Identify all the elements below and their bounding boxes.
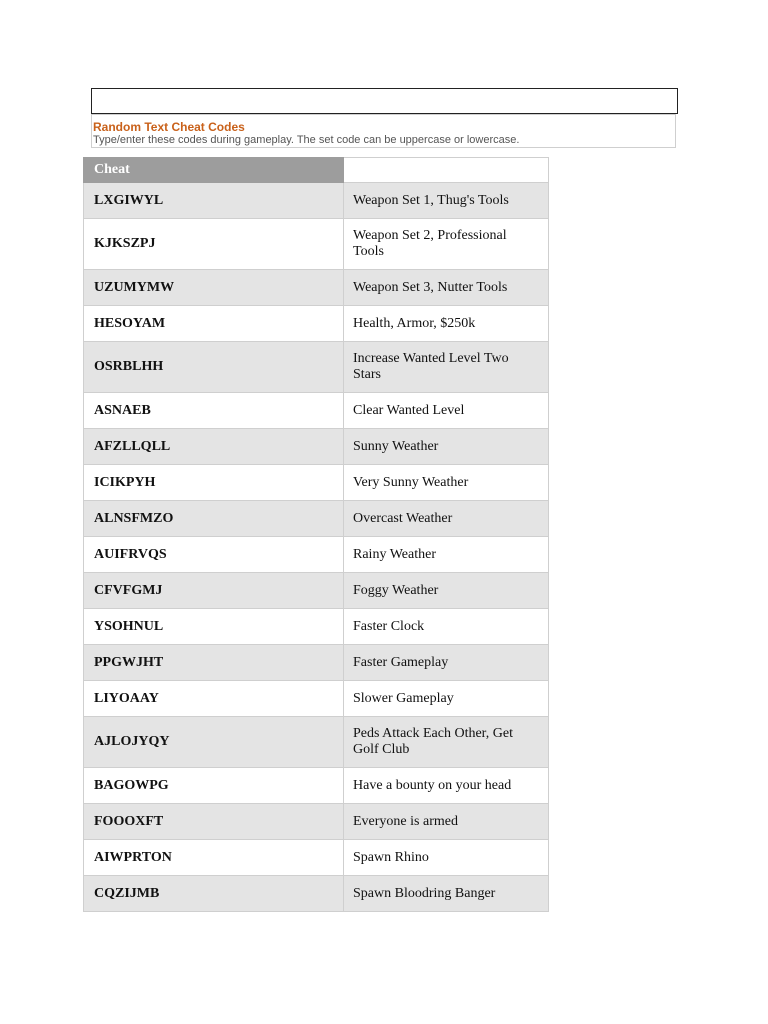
- table-row: [84, 342, 549, 393]
- cheat-code: KJKSZPJ: [84, 219, 344, 270]
- cheat-code: AJLOJYQY: [84, 717, 344, 768]
- table-header-row: [84, 158, 549, 183]
- cheat-effect: Weapon Set 3, Nutter Tools: [344, 270, 549, 306]
- column-header-effect: [344, 158, 549, 183]
- table-row: [84, 537, 549, 573]
- table-row: [84, 183, 549, 219]
- cheat-effect: Everyone is armed: [344, 804, 549, 840]
- section-header: [91, 114, 676, 148]
- cheat-effect: Slower Gameplay: [344, 681, 549, 717]
- cheat-effect: Health, Armor, $250k: [344, 306, 549, 342]
- table-row: [84, 429, 549, 465]
- section-description: Type/enter these codes during gameplay. The set code can be uppercase or lowercase.: [93, 134, 520, 146]
- cheat-code: CFVFGMJ: [84, 573, 344, 609]
- cheat-effect: Clear Wanted Level: [344, 393, 549, 429]
- cheat-code: OSRBLHH: [84, 342, 344, 393]
- table-row: [84, 768, 549, 804]
- cheat-code: ALNSFMZO: [84, 501, 344, 537]
- cheat-effect: Spawn Bloodring Banger: [344, 876, 549, 912]
- cheat-effect: Weapon Set 2, Professional Tools: [344, 219, 549, 270]
- cheat-effect: Rainy Weather: [344, 537, 549, 573]
- table-row: [84, 840, 549, 876]
- cheat-code: HESOYAM: [84, 306, 344, 342]
- cheat-effect: Foggy Weather: [344, 573, 549, 609]
- cheat-effect: Spawn Rhino: [344, 840, 549, 876]
- cheat-code: ICIKPYH: [84, 465, 344, 501]
- table-row: [84, 876, 549, 912]
- table-row: [84, 681, 549, 717]
- section-title: Random Text Cheat Codes: [93, 120, 245, 134]
- cheat-effect: Very Sunny Weather: [344, 465, 549, 501]
- table-row: [84, 804, 549, 840]
- table-row: [84, 501, 549, 537]
- cheat-codes-table: [83, 157, 549, 912]
- cheat-effect: Sunny Weather: [344, 429, 549, 465]
- table-row: [84, 219, 549, 270]
- cheat-code: FOOOXFT: [84, 804, 344, 840]
- cheat-effect: Overcast Weather: [344, 501, 549, 537]
- cheat-code: UZUMYMW: [84, 270, 344, 306]
- cheat-code: BAGOWPG: [84, 768, 344, 804]
- table-row: [84, 609, 549, 645]
- table-row: [84, 306, 549, 342]
- table-row: [84, 573, 549, 609]
- cheat-effect: Faster Gameplay: [344, 645, 549, 681]
- table-row: [84, 465, 549, 501]
- cheat-code: AIWPRTON: [84, 840, 344, 876]
- cheat-code: PPGWJHT: [84, 645, 344, 681]
- cheat-effect: Faster Clock: [344, 609, 549, 645]
- cheat-effect: Increase Wanted Level Two Stars: [344, 342, 549, 393]
- cheat-code: AUIFRVQS: [84, 537, 344, 573]
- table-row: [84, 717, 549, 768]
- cheat-effect: Peds Attack Each Other, Get Golf Club: [344, 717, 549, 768]
- column-header-cheat: Cheat: [84, 158, 344, 183]
- table-row: [84, 270, 549, 306]
- cheat-code: AFZLLQLL: [84, 429, 344, 465]
- table-row: [84, 645, 549, 681]
- cheat-effect: Weapon Set 1, Thug's Tools: [344, 183, 549, 219]
- cheat-code: LXGIWYL: [84, 183, 344, 219]
- cheat-code: YSOHNUL: [84, 609, 344, 645]
- table-row: [84, 393, 549, 429]
- cheat-code: CQZIJMB: [84, 876, 344, 912]
- top-empty-box: [91, 88, 678, 114]
- cheat-effect: Have a bounty on your head: [344, 768, 549, 804]
- cheat-code: LIYOAAY: [84, 681, 344, 717]
- cheat-code: ASNAEB: [84, 393, 344, 429]
